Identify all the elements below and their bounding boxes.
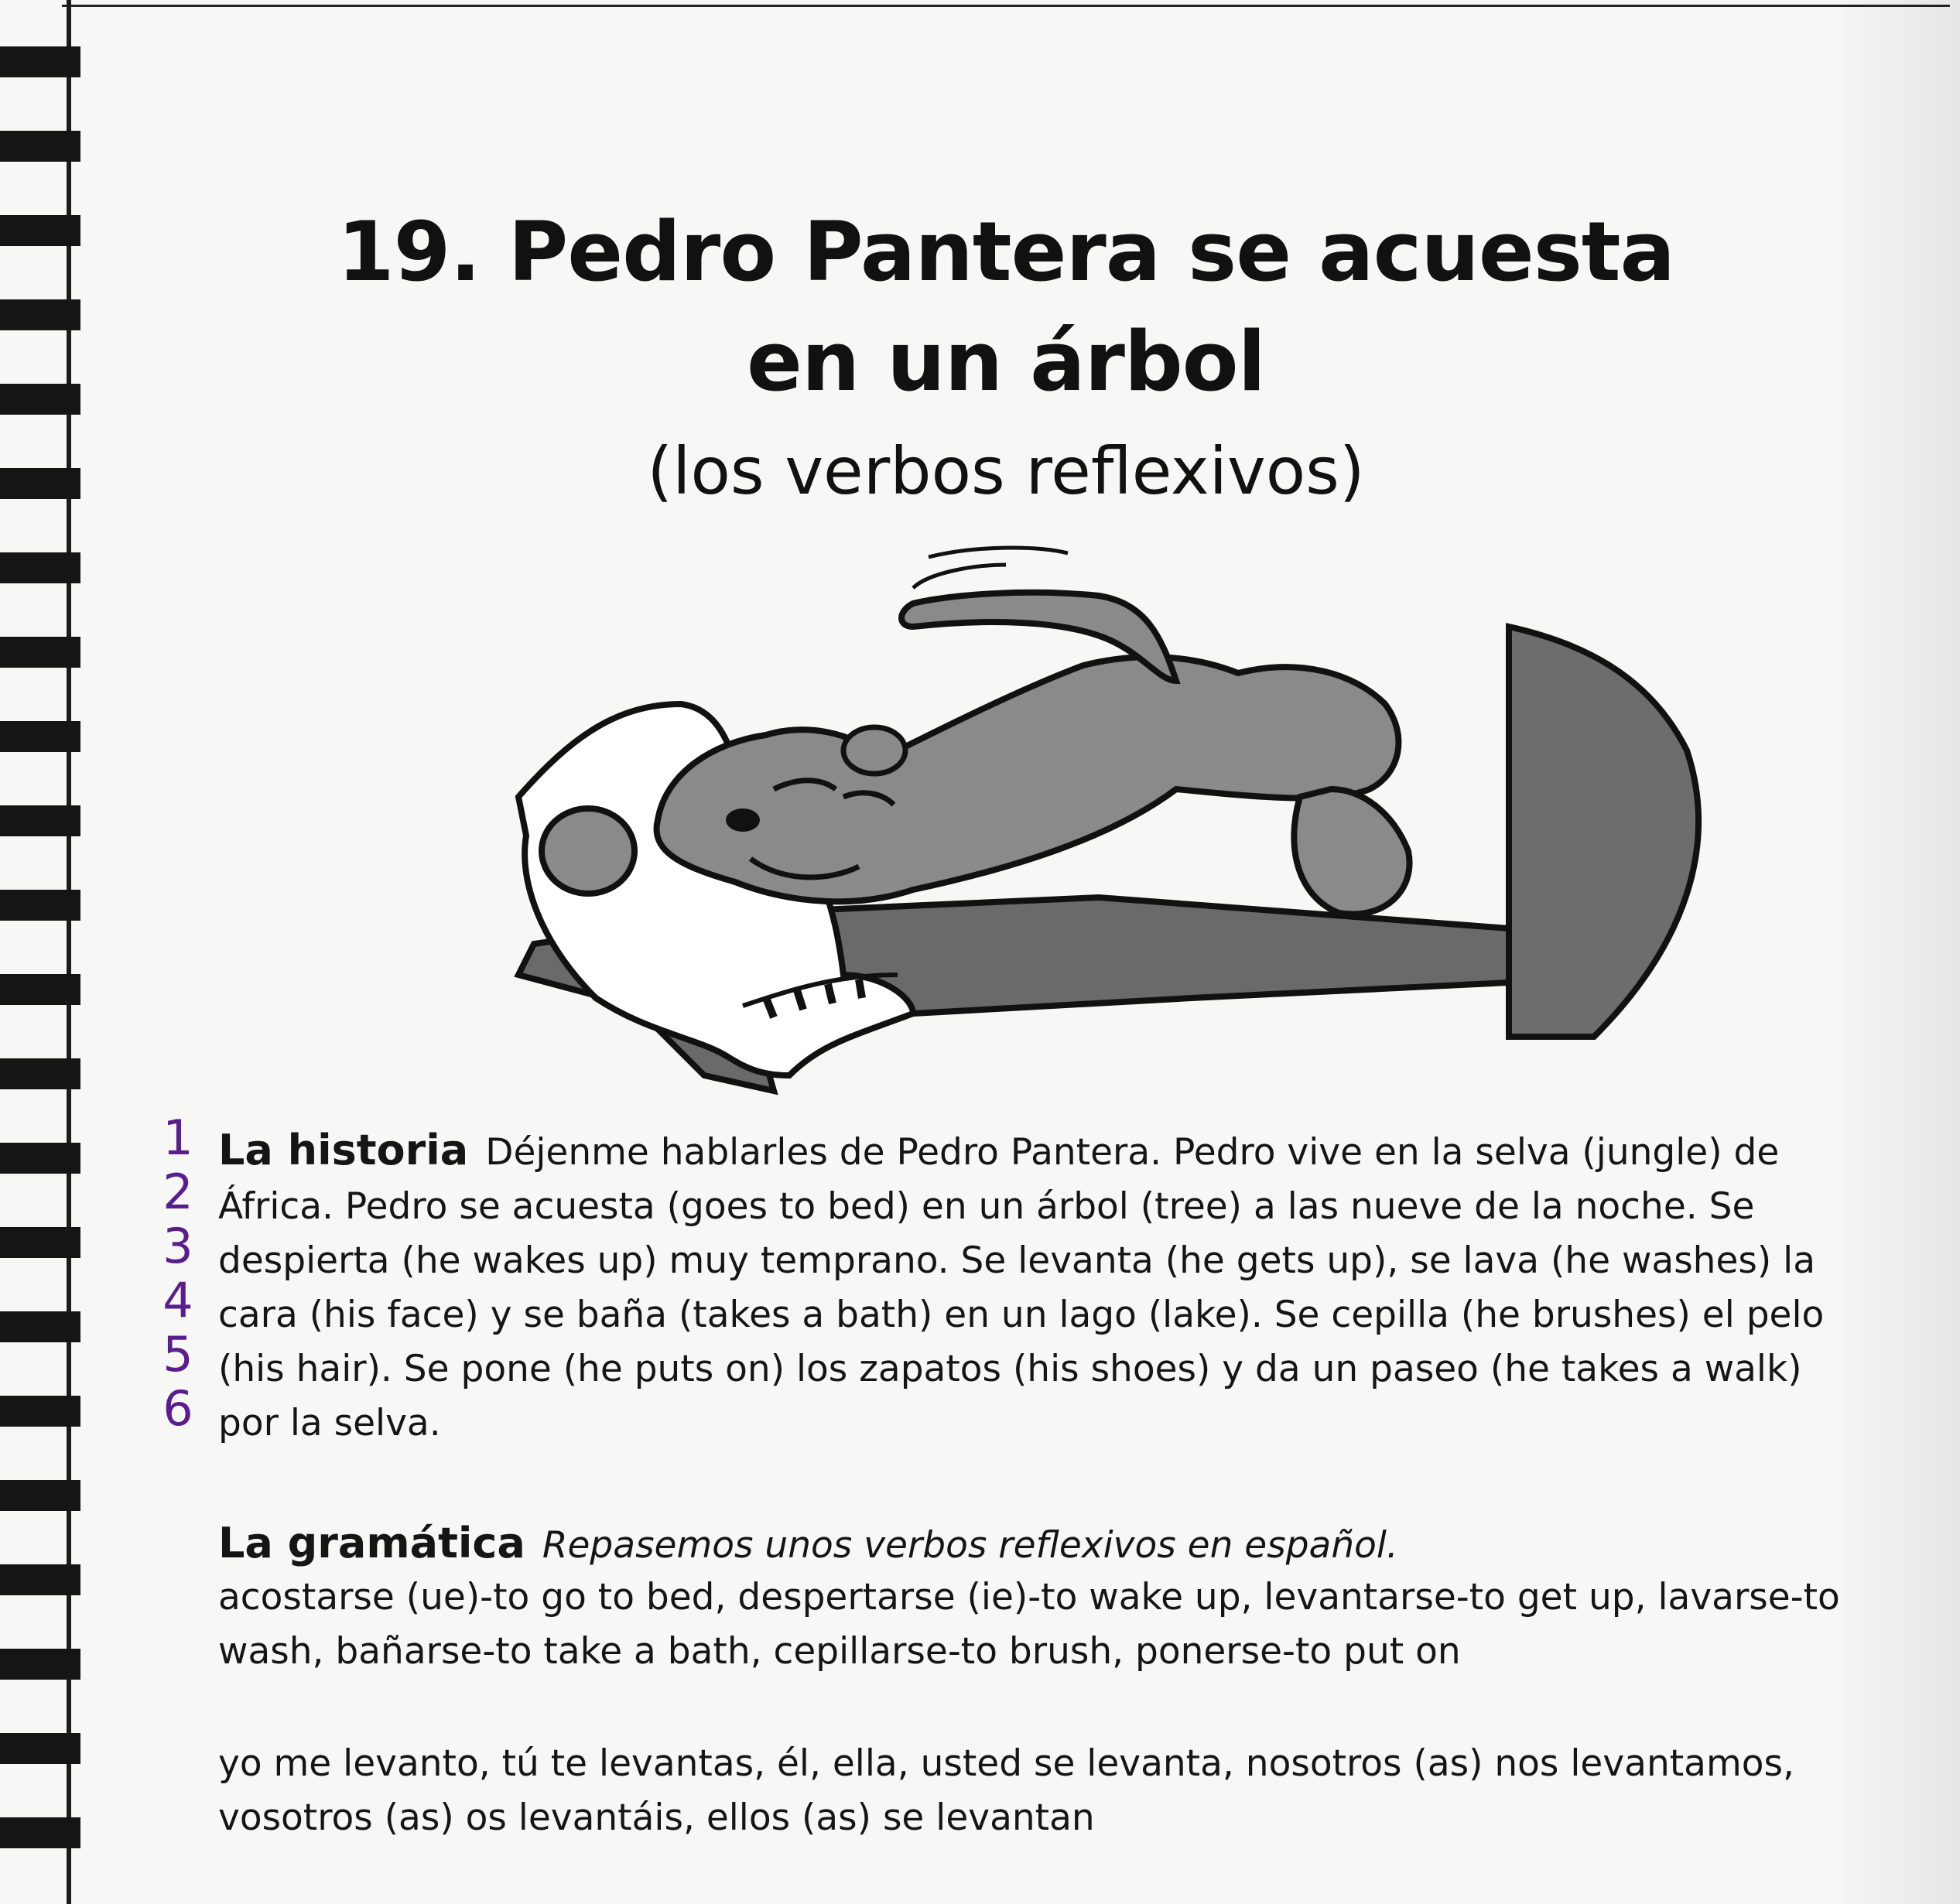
- binding-tab: [0, 215, 80, 246]
- binding-tab: [0, 637, 80, 668]
- page-edge-shadow: [1842, 0, 1960, 1904]
- margin-number-5: 5: [162, 1326, 193, 1383]
- binding-tab: [0, 384, 80, 415]
- page-top-edge: [62, 5, 1950, 7]
- title-line-2: en un árbol: [747, 314, 1265, 409]
- gramatica-verbs: acostarse (ue)-to go to bed, despertarse (ie)-to wake up, levantarse-to get up, lavarse-to wash, bañarse-to take a bath, cepillarse-to brush, ponerse-to put on: [218, 1576, 1840, 1673]
- panther-illustration: [480, 542, 1718, 1106]
- panther-body: [656, 657, 1398, 901]
- historia-section: [218, 1123, 1851, 1451]
- binding-tab: [0, 1227, 80, 1258]
- binding-line: [67, 0, 71, 1904]
- binding-tab: [0, 552, 80, 583]
- panther-paw: [542, 808, 635, 894]
- title-line-1: 19. Pedro Pantera se acuesta: [337, 204, 1675, 299]
- historia-label: La historia: [218, 1126, 469, 1174]
- panther-ear: [843, 727, 905, 774]
- historia-text: Déjenme hablarles de Pedro Pantera. Pedro vive en la selva (jungle) de África. Pedro se acuesta (goes to bed) en un árbol (tree) a las nueve de la noche. Se despierta (he wakes up) muy temprano. Se levanta (he gets up), se lava (he washes) la cara (his face) y se baña (takes a bath) en un lago (lake). Se cepilla (he brushes) el pelo (his hair). Se pone (he puts on) los zapatos (his shoes) y da un paseo (he takes a walk) por la selva.: [218, 1131, 1825, 1444]
- binding-tab: [0, 299, 80, 330]
- page-subtitle: (los verbos reflexivos): [647, 433, 1365, 509]
- binding-tab: [0, 1311, 80, 1342]
- binding-tab: [0, 805, 80, 836]
- gramatica-label: La gramática: [218, 1519, 525, 1567]
- binding-tab: [0, 1480, 80, 1511]
- tree-trunk: [1509, 627, 1698, 1037]
- gramatica-conjugation: yo me levanto, tú te levantas, él, ella, usted se levanta, nosotros (as) nos levantamos, vosotros (as) os levantáis, ellos (as) se levantan: [218, 1742, 1794, 1839]
- margin-number-4: 4: [162, 1272, 193, 1328]
- gramatica-heading: [218, 1516, 1851, 1573]
- binding-tab: [0, 1143, 80, 1174]
- binding-tab: [0, 131, 80, 162]
- panther-hanging-paw: [1294, 789, 1409, 914]
- margin-number-1: 1: [162, 1109, 193, 1166]
- binding-tab: [0, 1058, 80, 1089]
- binding-tab: [0, 1817, 80, 1848]
- panther-nose: [726, 808, 760, 832]
- binding-tab: [0, 1649, 80, 1680]
- binding-tab: [0, 46, 80, 77]
- binding-tab: [0, 1564, 80, 1595]
- binding-tab: [0, 1396, 80, 1427]
- binding-tab: [0, 468, 80, 499]
- margin-number-6: 6: [162, 1380, 193, 1437]
- gramatica-intro: Repasemos unos verbos reflexivos en español.: [542, 1524, 1398, 1567]
- binding-tab: [0, 1733, 80, 1764]
- page-title: [232, 197, 1780, 417]
- margin-number-3: 3: [162, 1218, 193, 1274]
- margin-number-2: 2: [162, 1164, 193, 1220]
- binding-tab: [0, 974, 80, 1005]
- binding-tab: [0, 890, 80, 921]
- spiral-binding: [0, 0, 85, 1904]
- binding-tab: [0, 721, 80, 752]
